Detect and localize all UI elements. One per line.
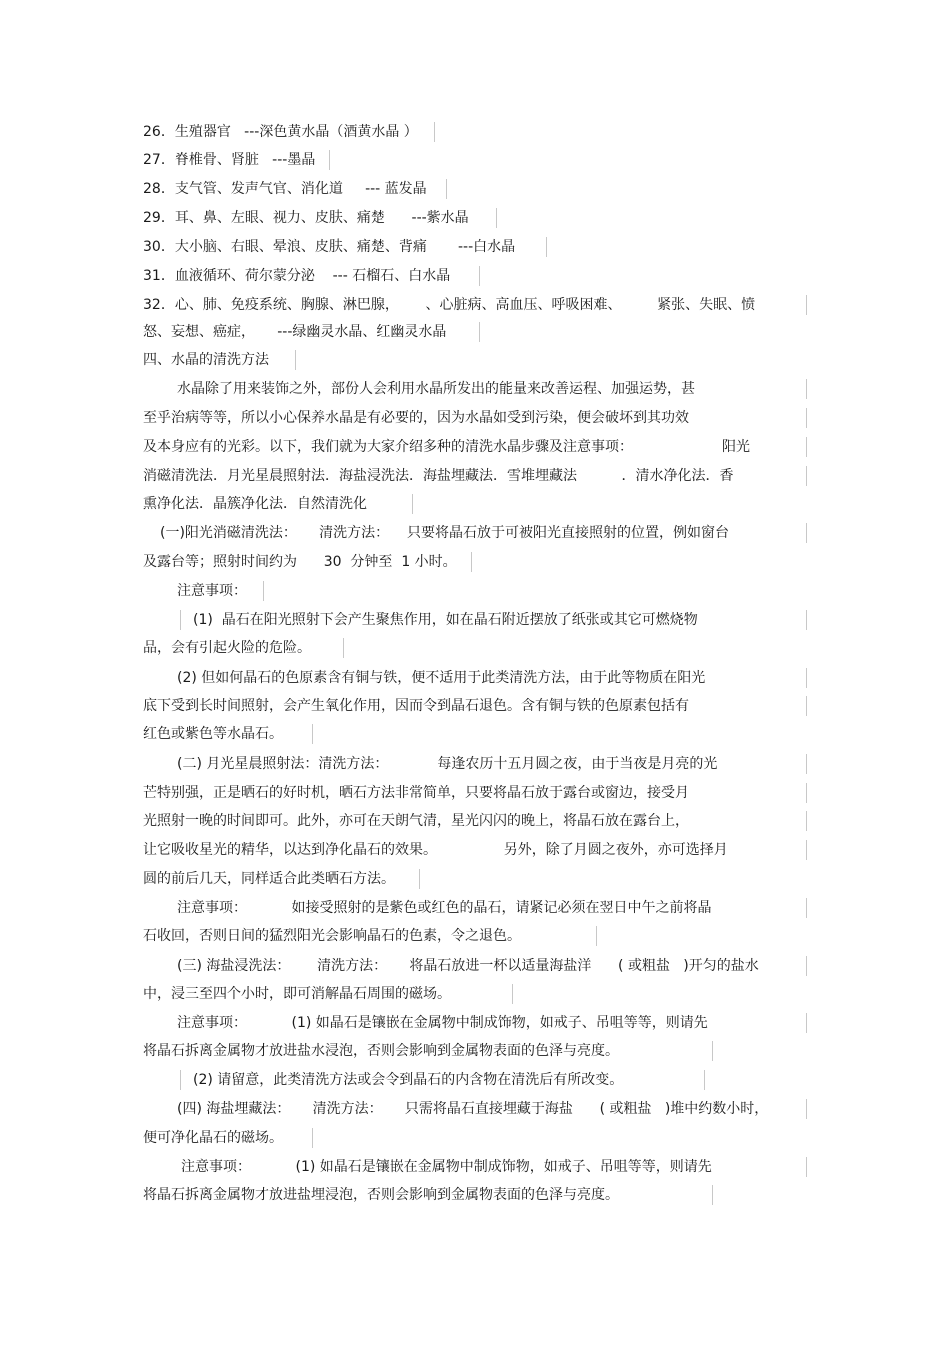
divider <box>806 811 807 831</box>
divider <box>806 840 807 860</box>
note-item: (2) 请留意，此类清洗方法或会令到晶石的内含物在清洗后有所改变。 <box>193 1072 624 1088</box>
divider <box>806 466 807 486</box>
list-item-30: 30．大小脑、右眼、晕浪、皮肤、痛楚、背痛 ---白水晶 <box>143 239 516 255</box>
paragraph-line: 水晶除了用来装饰之外，部份人会利用水晶所发出的能量来改善运程、加强运势，甚 <box>177 381 695 397</box>
divider <box>180 610 181 630</box>
paragraph-line: 将晶石拆离金属物才放进盐水浸泡，否则会影响到金属物表面的色泽与亮度。 <box>143 1043 619 1059</box>
paragraph-line: 中，浸三至四个小时，即可消解晶石周围的磁场。 <box>143 986 451 1002</box>
paragraph-line: 至乎治病等等，所以小心保养水晶是有必要的，因为水晶如受到污染，便会破坏到其功效 <box>143 410 689 426</box>
divider <box>806 1013 807 1033</box>
divider <box>806 295 807 315</box>
notes-label: 注意事项： <box>177 583 247 599</box>
divider <box>806 754 807 774</box>
divider <box>806 956 807 976</box>
paragraph-line: 消磁清洗法．月光星晨照射法．海盐浸洗法．海盐埋藏法．雪堆埋藏法 ．清水净化法．香 <box>143 468 734 484</box>
divider <box>512 984 513 1004</box>
list-item-29: 29．耳、鼻、左眼、视力、皮肤、痛楚 ---紫水晶 <box>143 210 469 226</box>
divider <box>446 179 447 199</box>
divider <box>479 322 480 342</box>
divider <box>806 696 807 716</box>
paragraph-line: 及露台等；照射时间约为 30 分钟至 1 小时。 <box>143 554 457 570</box>
divider <box>806 898 807 918</box>
divider <box>412 494 413 514</box>
paragraph-line: 底下受到长时间照射，会产生氧化作用，因而令到晶石退色。含有铜与铁的色原素包括有 <box>143 698 689 714</box>
paragraph-line: 便可净化晶石的磁场。 <box>143 1130 283 1146</box>
method-2-heading: (二) 月光星晨照射法：清洗方法： 每逢农历十五月圆之夜，由于当夜是月亮的光 <box>177 756 718 772</box>
paragraph-line: 光照射一晚的时间即可。此外，亦可在天朗气清，星光闪闪的晚上，将晶石放在露台上， <box>143 813 689 829</box>
divider <box>704 1070 705 1090</box>
section-heading: 四、水晶的清洗方法 <box>143 352 269 368</box>
paragraph-line: 圆的前后几天，同样适合此类晒石方法。 <box>143 871 395 887</box>
divider <box>434 122 435 142</box>
divider <box>295 350 296 370</box>
list-item-26: 26．生殖器官 ---深色黄水晶（酒黄水晶 ） <box>143 124 418 140</box>
divider <box>312 724 313 744</box>
divider <box>596 926 597 946</box>
paragraph-line: 红色或紫色等水晶石。 <box>143 726 283 742</box>
divider <box>312 1128 313 1148</box>
divider <box>180 1070 181 1090</box>
paragraph-line: 芒特别强，正是晒石的好时机，晒石方法非常简单，只要将晶石放于露台或窗边，接受月 <box>143 785 689 801</box>
paragraph-line: 熏净化法．晶簇净化法．自然清洗化 <box>143 496 367 512</box>
list-item-27: 27．脊椎骨、肾脏 ---墨晶 <box>143 152 316 168</box>
list-item-32-cont: 怒、妄想、癌症， ---绿幽灵水晶、红幽灵水晶 <box>143 324 447 340</box>
divider <box>343 638 344 658</box>
paragraph-line: 将晶石拆离金属物才放进盐埋浸泡，否则会影响到金属物表面的色泽与亮度。 <box>143 1187 619 1203</box>
divider <box>806 668 807 688</box>
divider <box>806 1157 807 1177</box>
paragraph-line: 及本身应有的光彩。以下，我们就为大家介绍多种的清洗水晶步骤及注意事项： 阳光 <box>143 439 751 455</box>
list-item-28: 28．支气管、发声气官、消化道 --- 蓝发晶 <box>143 181 427 197</box>
method-4-heading: (四) 海盐埋藏法： 清洗方法： 只需将晶石直接埋藏于海盐 ( 或粗盐 )堆中约数小时， <box>177 1101 769 1117</box>
divider <box>806 610 807 630</box>
paragraph-line: 石收回，否则日间的猛烈阳光会影响晶石的色素，令之退色。 <box>143 928 521 944</box>
divider <box>546 237 547 257</box>
paragraph-line: 让它吸收星光的精华，以达到净化晶石的效果。 另外，除了月圆之夜外，亦可选择月 <box>143 842 728 858</box>
divider <box>712 1185 713 1205</box>
divider <box>712 1041 713 1061</box>
divider <box>471 552 472 572</box>
note-item: (2) 但如何晶石的色原素含有铜与铁，便不适用于此类清洗方法，由于此等物质在阳光 <box>177 670 706 686</box>
divider <box>479 266 480 286</box>
divider <box>806 379 807 399</box>
divider <box>263 581 264 601</box>
method-1-heading: (一)阳光消磁清洗法： 清洗方法： 只要将晶石放于可被阳光直接照射的位置，例如窗台 <box>160 525 729 541</box>
divider <box>806 437 807 457</box>
paragraph-line: 品，会有引起火险的危险。 <box>143 640 311 656</box>
notes-label: 注意事项： 如接受照射的是紫色或红色的晶石，请紧记必须在翌日中午之前将晶 <box>177 900 712 916</box>
note-item: (1) 晶石在阳光照射下会产生聚焦作用，如在晶石附近摆放了纸张或其它可燃烧物 <box>193 612 698 628</box>
notes-label: 注意事项： (1) 如晶石是镶嵌在金属物中制成饰物，如戒子、吊咀等等，则请先 <box>181 1159 712 1175</box>
notes-label: 注意事项： (1) 如晶石是镶嵌在金属物中制成饰物，如戒子、吊咀等等，则请先 <box>177 1015 708 1031</box>
method-3-heading: (三) 海盐浸洗法： 清洗方法： 将晶石放进一杯以适量海盐洋 ( 或粗盐 )开匀的盐水 <box>177 958 759 974</box>
list-item-31: 31．血液循环、荷尔蒙分泌 --- 石榴石、白水晶 <box>143 268 451 284</box>
divider <box>806 408 807 428</box>
divider <box>806 783 807 803</box>
list-item-32: 32．心、肺、免疫系统、胸腺、淋巴腺， 、心脏病、高血压、呼吸困难、 紧张、失眠、愤 <box>143 297 756 313</box>
divider <box>806 1099 807 1119</box>
divider <box>419 869 420 889</box>
divider <box>806 523 807 543</box>
divider <box>329 150 330 170</box>
divider <box>496 208 497 228</box>
